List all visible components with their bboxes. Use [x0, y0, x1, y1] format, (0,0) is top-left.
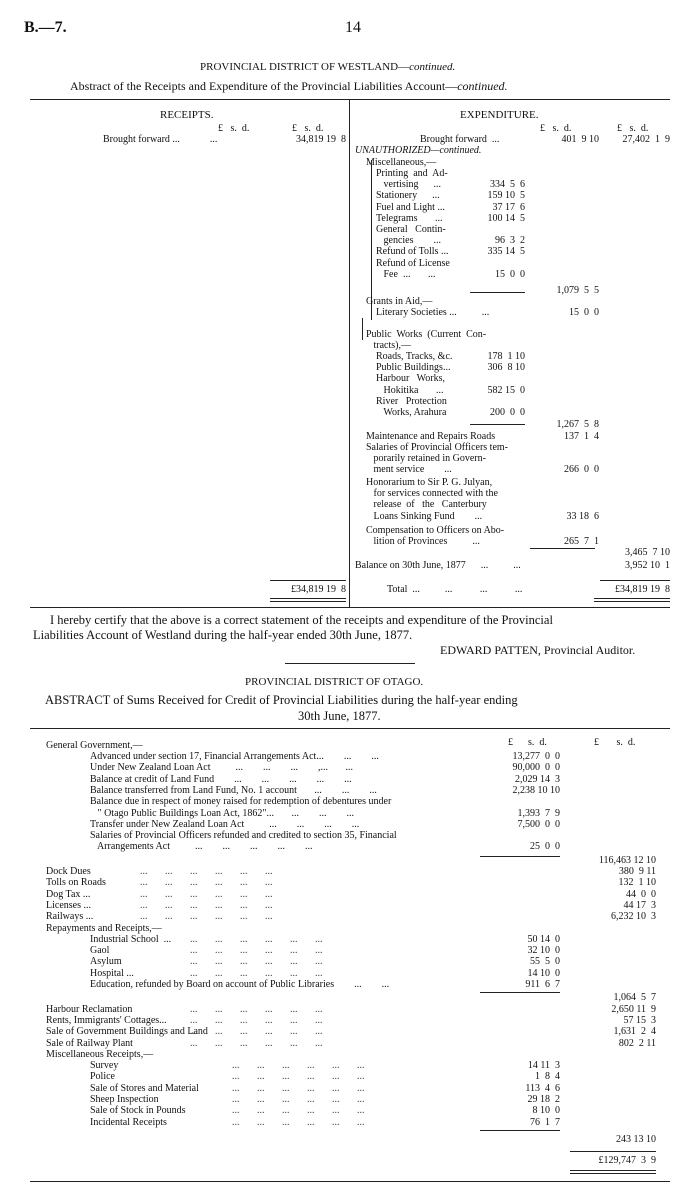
general-government-item-label: " Otago Public Buildings Loan Act, 1862"... ... ... ...: [90, 807, 354, 819]
misc-item-label: Refund of License: [376, 257, 450, 269]
dot-leader: ... ... ... ... ... ...: [232, 1071, 365, 1083]
general-government-item-value: 2,238 10 10: [512, 784, 560, 796]
rec-brought-forward-label: Brought forward ... ...: [103, 134, 218, 145]
public-works-item-label: Public Buildings...: [376, 362, 451, 374]
receipts-heading: RECEIPTS.: [160, 109, 214, 121]
receipt-item-value: 57 15 3: [623, 1014, 656, 1026]
general-government-item-value: 13,277 0 0: [512, 751, 560, 762]
exp-brought-forward-label: Brought forward ...: [420, 134, 500, 145]
public-works-heading-1: Public Works (Current Con-: [366, 329, 487, 340]
public-works-item-value: 582 15 0: [487, 384, 525, 396]
repayment-item-value: 14 10 0: [527, 967, 560, 979]
misc-heading: Miscellaneous,—: [366, 157, 437, 168]
receipt-item-label: Railways ...: [46, 911, 94, 923]
misc-receipt-item-label: Police: [90, 1071, 115, 1083]
maintenance-value: 137 1 4: [564, 431, 599, 442]
public-works-item-label: Works, Arahura: [376, 407, 447, 418]
dot-leader: ... ... ... ... ... ...: [232, 1060, 365, 1072]
misc-receipt-item-value: 1 8 4: [535, 1071, 560, 1083]
dot-leader: ... ... ... ... ... ...: [232, 1105, 365, 1117]
repayment-item-label: Education, refunded by Board on account of Public Libraries ... ...: [90, 979, 390, 990]
auditor-signature: EDWARD PATTEN, Provincial Auditor.: [440, 643, 636, 657]
public-works-total: 1,267 5 8: [556, 419, 599, 430]
dot-leader: ... ... ... ... ... ...: [140, 866, 273, 877]
misc-receipts-total: 243 13 10: [616, 1133, 656, 1145]
otago-grand-total: £129,747 3 9: [598, 1155, 656, 1167]
misc-receipt-item-value: 14 11 3: [527, 1060, 560, 1072]
public-works-item-label: Hokitika ...: [376, 384, 444, 396]
subtotal-rule: [480, 1130, 560, 1131]
dot-leader: ... ... ... ... ... ...: [190, 1003, 323, 1015]
page-bottom-rule: [30, 1181, 670, 1182]
misc-item-label: Fuel and Light ...: [376, 201, 445, 213]
public-works-item-label: Harbour Works,: [376, 373, 445, 385]
misc-total: 1,079 5 5: [556, 285, 599, 296]
honorarium-line: release of the Canterbury: [366, 499, 487, 511]
misc-item-value: 334 5 6: [490, 179, 525, 191]
grants-item-label: Literary Societies ... ...: [376, 307, 490, 318]
receipt-item-value: 132 1 10: [618, 877, 656, 889]
grants-heading: Grants in Aid,—: [366, 296, 433, 307]
repayments-total: 1,064 5 7: [613, 992, 656, 1004]
misc-receipt-item-value: 8 10 0: [532, 1105, 560, 1117]
public-works-item-value: 200 0 0: [490, 407, 525, 418]
otago-subtitle-2: 30th June, 1877.: [298, 709, 381, 723]
exp-total: £34,819 19 8: [615, 584, 670, 595]
repayment-item-label: Gaol: [90, 945, 110, 957]
receipt-item-label: Rents, Immigrants' Cottages...: [46, 1014, 167, 1026]
receipt-item-value: 6,232 10 3: [611, 911, 656, 923]
exp-brought-forward-v2: 27,402 1 9: [622, 134, 670, 145]
westland-title: PROVINCIAL DISTRICT OF WESTLAND—continued.: [200, 61, 456, 73]
expenditure-heading: EXPENDITURE.: [460, 109, 539, 121]
receipt-item-label: Dock Dues: [46, 866, 91, 877]
subtotal-rule: [480, 992, 560, 993]
maintenance-label: Maintenance and Repairs Roads: [366, 431, 496, 442]
misc-item-value: 15 0 0: [495, 268, 525, 280]
misc-receipt-item-label: Survey: [90, 1060, 119, 1072]
compensation-value: 265 7 1: [564, 536, 599, 547]
exp-col-headers-1: £ s. d.: [540, 123, 572, 134]
rec-col-headers-2: £ s. d.: [292, 123, 324, 134]
dot-leader: ... ... ... ... ... ...: [140, 888, 273, 900]
receipt-item-value: 2,650 11 9: [611, 1003, 656, 1015]
honorarium-value: 33 18 6: [566, 511, 599, 522]
otago-subtitle-1: ABSTRACT of Sums Received for Credit of Provincial Liabilities during the half-year ending: [45, 693, 518, 707]
misc-receipts-heading: Miscellaneous Receipts,—: [46, 1048, 154, 1060]
salaries-line: ment service ...: [366, 464, 452, 476]
otago-col-headers-1: £ s. d.: [508, 737, 547, 748]
misc-item-label: General Contin-: [376, 224, 446, 235]
general-government-item-label: Under New Zealand Loan Act ... ... ... ,... ...: [90, 762, 354, 774]
general-government-item-label: Balance due in respect of money raised for redemption of debentures under: [90, 796, 392, 808]
repayment-item-label: Industrial School ...: [90, 933, 172, 945]
general-government-item-label: Balance transferred from Land Fund, No. 1 account ... ... ...: [90, 784, 377, 796]
misc-receipt-item-value: 29 18 2: [527, 1094, 560, 1105]
public-works-total-rule: [470, 424, 525, 425]
dot-leader: ... ... ... ... ... ...: [140, 877, 273, 889]
receipt-item-value: 380 9 11: [618, 866, 656, 877]
section-divider: [285, 663, 415, 664]
misc-item-value: 335 14 5: [487, 246, 525, 258]
otago-col-headers-2: £ s. d.: [594, 737, 636, 748]
rec-col-headers-1: £ s. d.: [218, 123, 250, 134]
receipt-item-value: 44 17 3: [623, 899, 656, 911]
public-works-item-label: Roads, Tracks, &c.: [376, 351, 453, 362]
misc-item-value: 159 10 5: [487, 190, 525, 202]
certification-line-1: I hereby certify that the above is a correct statement of the receipts and expenditure of the Provincial: [50, 613, 553, 627]
misc-receipt-item-label: Sale of Stock in Pounds: [90, 1105, 186, 1117]
general-government-item-label: Balance at credit of Land Fund ... ... ... ... ...: [90, 773, 352, 785]
misc-receipt-item-label: Sheep Inspection: [90, 1094, 159, 1105]
table-bottom-rule: [30, 607, 670, 608]
general-government-item-label: Salaries of Provincial Officers refunded and credited to section 35, Financial: [90, 830, 397, 842]
receipt-item-label: Sale of Government Buildings and Land: [46, 1026, 208, 1038]
salaries-line: porarily retained in Govern-: [366, 453, 486, 465]
salaries-line: Salaries of Provincial Officers tem-: [366, 442, 508, 453]
misc-item-value: 100 14 5: [487, 212, 525, 224]
public-works-item-label: River Protection: [376, 395, 447, 407]
general-government-item-label: Advanced under section 17, Financial Arrangements Act... ... ...: [90, 751, 379, 762]
general-government-item-value: 25 0 0: [530, 841, 560, 853]
receipt-item-label: Tolls on Roads: [46, 877, 106, 889]
repayment-item-value: 50 14 0: [527, 933, 560, 945]
unauthorized-heading: UNAUTHORIZED—continued.: [355, 145, 482, 156]
rec-total-double-rule: [270, 598, 346, 602]
exp-brought-forward-v1: 401 9 10: [561, 134, 599, 145]
misc-receipt-item-label: Sale of Stores and Material: [90, 1082, 199, 1094]
dot-leader: ... ... ... ... ... ...: [232, 1116, 365, 1128]
general-government-item-value: 1,393 7 9: [517, 807, 560, 819]
misc-receipt-item-label: Incidental Receipts: [90, 1116, 167, 1128]
compensation-line: Compensation to Officers on Abo-: [366, 525, 505, 536]
rec-total: £34,819 19 8: [291, 584, 346, 595]
subtotal-rule: [480, 856, 560, 857]
dot-leader: ... ... ... ... ... ...: [190, 1026, 323, 1038]
general-government-item-label: Transfer under New Zealand Loan Act ... ... ... ...: [90, 818, 360, 830]
dot-leader: ... ... ... ... ... ...: [190, 1014, 323, 1026]
receipt-item-value: 1,631 2 4: [613, 1026, 656, 1038]
dot-leader: ... ... ... ... ... ...: [190, 1037, 323, 1049]
honorarium-line: Honorarium to Sir P. G. Julyan,: [366, 477, 493, 488]
receipt-item-label: Dog Tax ...: [46, 888, 91, 900]
compensation-line: lition of Provinces ...: [366, 536, 480, 548]
westland-subtitle: Abstract of the Receipts and Expenditure of the Provincial Liabilities Account—continued.: [70, 79, 508, 93]
repayment-item-value: 32 10 0: [527, 945, 560, 957]
salaries-value: 266 0 0: [564, 464, 599, 475]
grand-total-double-rule: [570, 1170, 656, 1174]
repayment-item-value: 911 6 7: [525, 979, 560, 990]
honorarium-line: Loans Sinking Fund ...: [366, 510, 483, 522]
receipt-item-label: Licenses ...: [46, 899, 91, 911]
general-government-item-value: 7,500 0 0: [517, 818, 560, 830]
misc-item-label: vertising ...: [376, 179, 441, 191]
dot-leader: ... ... ... ... ... ...: [232, 1094, 365, 1105]
misc-item-label: gencies ...: [376, 235, 441, 247]
column-divider: [349, 99, 350, 607]
receipt-item-value: 802 2 11: [618, 1037, 656, 1049]
general-government-item-value: 2,029 14 3: [515, 773, 560, 785]
otago-title: PROVINCIAL DISTRICT OF OTAGO.: [245, 676, 424, 688]
misc-receipt-item-value: 76 1 7: [530, 1116, 560, 1128]
misc-receipt-item-value: 113 4 6: [525, 1082, 560, 1094]
table-top-rule: [30, 99, 670, 100]
exp-subtotal-rule: [530, 548, 595, 549]
receipt-item-label: Sale of Railway Plant: [46, 1037, 133, 1049]
misc-item-label: Refund of Tolls ...: [376, 246, 449, 258]
balance-value: 3,952 10 1: [625, 560, 670, 571]
misc-item-label: Stationery ...: [376, 190, 440, 202]
certification-line-2: Liabilities Account of Westland during the half-year ended 30th June, 1877.: [33, 628, 413, 642]
exp-total-rule: [600, 580, 670, 581]
repayment-item-value: 55 5 0: [530, 956, 560, 968]
repayments-heading: Repayments and Receipts,—: [46, 922, 162, 934]
dot-leader: ... ... ... ... ... ...: [190, 945, 323, 957]
dot-leader: ... ... ... ... ... ...: [190, 933, 323, 945]
general-government-heading: General Government,—: [46, 740, 143, 751]
misc-item-label: Fee ... ...: [376, 268, 436, 280]
dot-leader: ... ... ... ... ... ...: [190, 967, 323, 979]
subtotal-rule: [570, 1151, 656, 1152]
misc-total-rule: [470, 292, 525, 293]
misc-item-label: Printing and Ad-: [376, 168, 448, 179]
dot-leader: ... ... ... ... ... ...: [190, 956, 323, 968]
public-works-bracket: [362, 318, 363, 340]
exp-total-label: Total ... ... ... ...: [387, 584, 523, 595]
page-number: 14: [345, 19, 361, 36]
document-reference: B.—7.: [24, 19, 67, 36]
repayment-item-label: Hospital ...: [90, 967, 134, 979]
repayment-item-label: Asylum: [90, 956, 122, 968]
general-government-item-label: Arrangements Act ... ... ... ... ...: [90, 841, 313, 853]
misc-item-value: 96 3 2: [495, 235, 525, 247]
public-works-item-value: 306 8 10: [487, 362, 525, 374]
dot-leader: ... ... ... ... ... ...: [140, 911, 273, 923]
rec-brought-forward-value: 34,819 19 8: [296, 134, 346, 145]
dot-leader: ... ... ... ... ... ...: [140, 899, 273, 911]
general-government-item-value: 90,000 0 0: [512, 762, 560, 774]
honorarium-line: for services connected with the: [366, 488, 498, 500]
receipt-item-value: 44 0 0: [626, 888, 656, 900]
otago-top-rule: [30, 728, 670, 729]
receipt-item-label: Harbour Reclamation: [46, 1003, 133, 1015]
misc-item-label: Telegrams ...: [376, 212, 443, 224]
balance-label: Balance on 30th June, 1877 ... ...: [355, 560, 521, 571]
exp-total-double-rule: [594, 598, 670, 602]
misc-item-value: 37 17 6: [492, 201, 525, 213]
grants-item-value: 15 0 0: [569, 307, 599, 318]
public-works-item-value: 178 1 10: [487, 351, 525, 362]
exp-col-headers-2: £ s. d.: [617, 123, 649, 134]
public-works-heading-2: tracts),—: [366, 340, 411, 351]
general-government-total: 116,463 12 10: [598, 854, 656, 866]
dot-leader: ... ... ... ... ... ...: [232, 1082, 365, 1094]
exp-subtotal: 3,465 7 10: [625, 547, 670, 558]
rec-total-rule: [270, 580, 346, 581]
